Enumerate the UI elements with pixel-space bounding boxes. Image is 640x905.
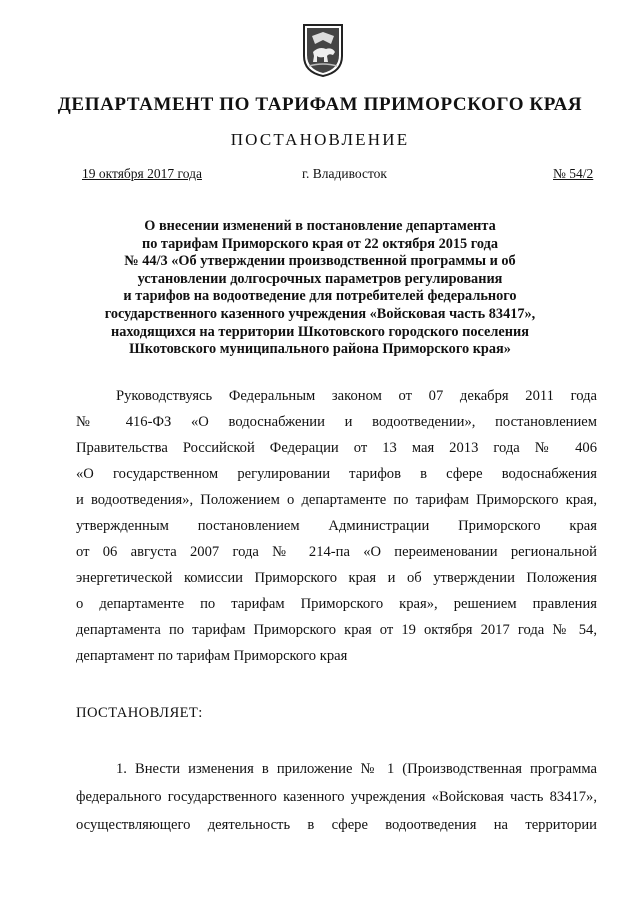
document-number: № 54/2 (553, 166, 594, 181)
paragraph-line: от 06 августа 2007 года № 214-па «О переименовании региональной (76, 544, 597, 560)
document-city: г. Владивосток (302, 166, 387, 181)
paragraph-line: «О государственном регулировании тарифов в сфере водоснабжения (76, 466, 597, 482)
document-subject (70, 218, 570, 359)
paragraph-line: энергетической комиссии Приморского края и об утверждении Положения (76, 570, 597, 586)
resolve-heading: ПОСТАНОВЛЯЕТ: (76, 705, 203, 721)
paragraph-line: № 416-ФЗ «О водоснабжении и водоотведении», постановлением (76, 414, 597, 430)
paragraph-line: департамент по тарифам Приморского края (76, 648, 348, 664)
paragraph-line: и водоотведения», Положением о департаменте по тарифам Приморского края, (76, 492, 597, 508)
subject-line: О внесении изменений в постановление департамента (144, 218, 496, 234)
department-title: ДЕПАРТАМЕНТ ПО ТАРИФАМ ПРИМОРСКОГО КРАЯ (57, 94, 583, 115)
subject-line: государственного казенного учреждения «Войсковая часть 83417», (104, 305, 536, 322)
paragraph-line: Руководствуясь Федеральным законом от 07 декабря 2011 года (116, 388, 597, 404)
item-1-paragraph (76, 755, 597, 839)
preamble-paragraph (76, 383, 597, 669)
subject-line: находящихся на территории Шкотовского городского поселения (111, 323, 529, 340)
subject-line: по тарифам Приморского края от 22 октября 2015 года (141, 235, 499, 252)
paragraph-line: осуществляющего деятельность в сфере водоотведения на территории (76, 817, 597, 833)
paragraph-line: федерального государственного казенного учреждения «Войсковая часть 83417», (76, 789, 597, 805)
paragraph-line: утвержденным постановлением Администрации Приморского края (76, 518, 597, 534)
subject-line: № 44/3 «Об утверждении производственной программы и об (124, 253, 516, 270)
document-date: 19 октября 2017 года (82, 166, 202, 181)
paragraph-line: о департаменте по тарифам Приморского края», решением правления (76, 596, 597, 612)
subject-line: установлении долгосрочных параметров регулирования (137, 270, 503, 287)
paragraph-line: 1. Внести изменения в приложение № 1 (Производственная программа (116, 761, 597, 777)
document-type: ПОСТАНОВЛЕНИЕ (230, 130, 410, 149)
paragraph-line: Правительства Российской Федерации от 13 мая 2013 года № 406 (76, 440, 597, 456)
primorsky-krai-coat-of-arms-icon (301, 22, 345, 78)
subject-line: и тарифов на водоотведение для потребителей федерального (123, 288, 517, 305)
paragraph-line: департамента по тарифам Приморского края от 19 октября 2017 года № 54, (76, 622, 597, 638)
subject-line: Шкотовского муниципального района Приморского края» (129, 341, 511, 358)
